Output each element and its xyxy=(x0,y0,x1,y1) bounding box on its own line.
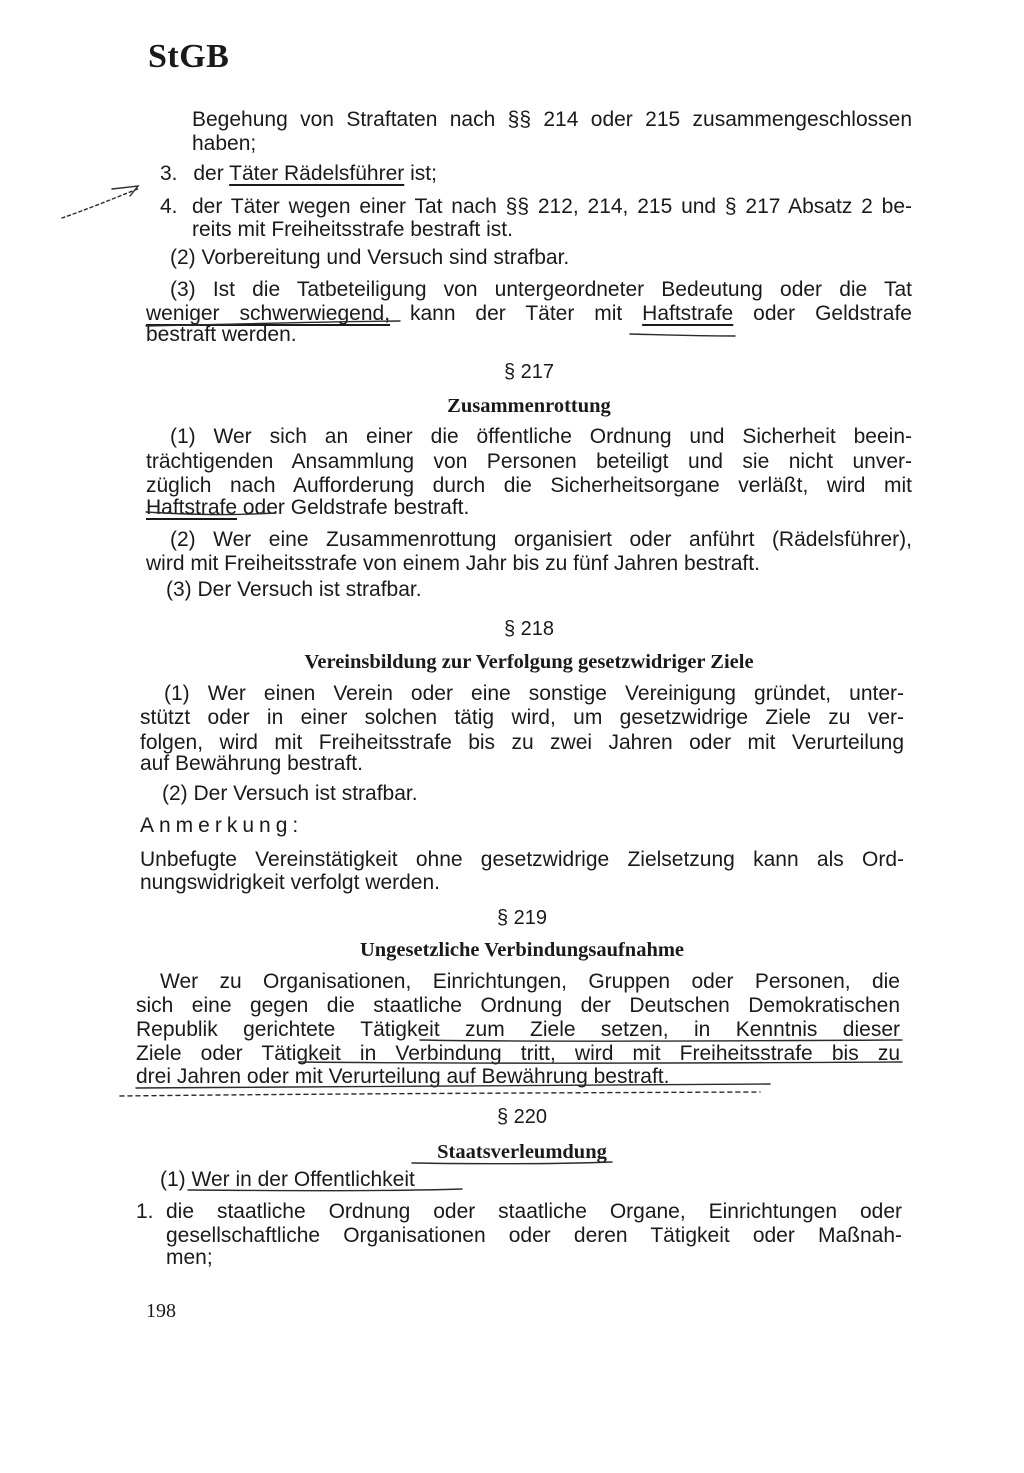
section-number-220: § 220 xyxy=(496,1106,548,1128)
list-item-3 xyxy=(160,162,437,186)
page-number: 198 xyxy=(146,1300,176,1322)
s218-p1-line-1: (1) Wer einen Verein oder eine sonstige Vereinigung gründet, unter- xyxy=(164,682,904,705)
list-item-4-line-2: reits mit Freiheitsstrafe bestraft ist. xyxy=(192,218,513,241)
s220-item-1-line-1: die staatliche Ordnung oder staatliche Organe, Einrichtungen oder xyxy=(166,1200,902,1223)
item3-text-post: ist; xyxy=(404,162,437,185)
s217-p1-line-3: züglich nach Aufforderung durch die Sicherheitsorgane verläßt, wird mit xyxy=(146,474,912,497)
s219-line-3: Republik gerichtete Tätigkeit zum Ziele setzen, in Kenntnis dieser xyxy=(136,1018,900,1041)
s219-line-2: sich eine gegen die staatliche Ordnung der Deutschen Demokratischen xyxy=(136,994,900,1017)
s218-note-line-1: Unbefugte Vereinstätigkeit ohne gesetzwidrige Zielsetzung kann als Ord- xyxy=(140,848,904,871)
s217-p1-line-4 xyxy=(146,496,469,520)
page-header-title: StGB xyxy=(148,38,230,75)
section-title-220: Staatsverleumdung xyxy=(437,1141,607,1163)
section-title-218: Vereinsbildung zur Verfolgung gesetzwidriger Ziele xyxy=(304,651,754,673)
pencil-underline xyxy=(630,334,735,336)
text-span: kann der Täter mit xyxy=(390,302,643,325)
underlined-phrase: Haftstrafe xyxy=(642,302,734,325)
s218-note-label: Anmerkung: xyxy=(140,814,304,837)
intro-line-2: haben; xyxy=(192,132,257,155)
s218-note-line-2: nungswidrigkeit verfolgt werden. xyxy=(140,871,440,894)
section-number-217: § 217 xyxy=(503,361,555,383)
s220-item-1-line-2: gesellschaftliche Organisationen oder deren Tätigkeit oder Maßnah- xyxy=(166,1224,902,1247)
margin-arrow-head xyxy=(112,186,138,196)
s219-line-4: Ziele oder Tätigkeit in Verbindung tritt, wird mit Freiheitsstrafe bis zu xyxy=(136,1042,900,1065)
list-item-4-number: 4. xyxy=(160,195,178,218)
s218-p2: (2) Der Versuch ist strafbar. xyxy=(162,782,418,805)
s220-item-1-line-3: men; xyxy=(166,1246,213,1269)
s217-p1-line-1: (1) Wer sich an einer die öffentliche Ordnung und Sicherheit beein- xyxy=(170,425,912,448)
s217-p3: (3) Der Versuch ist strafbar. xyxy=(166,578,422,601)
s217-p2-line-1: (2) Wer eine Zusammenrottung organisiert oder anführt (Rädelsführer), xyxy=(170,528,912,551)
section-number-218: § 218 xyxy=(503,618,555,640)
s218-p1-line-4: auf Bewährung bestraft. xyxy=(140,752,363,775)
s218-p1-line-2: stützt oder in einer solchen tätig wird, um gesetzwidrige Ziele zu ver- xyxy=(140,706,904,729)
underlined-phrase: weniger schwerwiegend, xyxy=(146,302,391,325)
intro-paragraph-3-line-3: bestraft werden. xyxy=(146,323,297,346)
s217-p2-line-2: wird mit Freiheitsstrafe von einem Jahr bis zu fünf Jahren bestraft. xyxy=(146,552,760,575)
item3-text-pre: der xyxy=(193,162,230,185)
intro-paragraph-3-line-1: (3) Ist die Tatbeteiligung von untergeordneter Bedeutung oder die Tat xyxy=(170,278,912,301)
text-span: oder Geldstrafe bestraft. xyxy=(237,496,470,519)
intro-paragraph-2: (2) Vorbereitung und Versuch sind strafbar. xyxy=(170,246,570,269)
text-span: oder Geldstrafe xyxy=(733,302,912,325)
section-number-219: § 219 xyxy=(496,907,548,929)
intro-line-1: Begehung von Straftaten nach §§ 214 oder 215 zusammengeschlossen xyxy=(192,108,912,131)
underlined-phrase: Haftstrafe xyxy=(146,496,238,519)
section-title-217: Zusammenrottung xyxy=(447,395,611,417)
s220-item-1-number: 1. xyxy=(136,1200,154,1223)
section-title-219: Ungesetzliche Verbindungsaufnahme xyxy=(359,939,685,961)
s219-line-1: Wer zu Organisationen, Einrichtungen, Gruppen oder Personen, die xyxy=(160,970,900,993)
list-item-4-line-1: der Täter wegen einer Tat nach §§ 212, 214, 215 und § 217 Absatz 2 be- xyxy=(192,195,912,218)
list-number: 3. xyxy=(160,162,178,185)
s220-p1-intro: (1) Wer in der Offentlichkeit xyxy=(160,1168,415,1191)
s218-p1-line-3: folgen, wird mit Freiheitsstrafe bis zu zwei Jahren oder mit Verurteilung xyxy=(140,731,904,754)
s219-line-5: drei Jahren oder mit Verurteilung auf Bewährung bestraft. xyxy=(136,1065,670,1088)
pencil-underline xyxy=(120,1092,760,1096)
s217-p1-line-2: trächtigenden Ansammlung von Personen beteiligt und sie nicht unver- xyxy=(146,450,912,473)
margin-arrow-mark xyxy=(62,188,140,218)
item3-underlined: Täter Rädelsführer xyxy=(229,162,405,185)
